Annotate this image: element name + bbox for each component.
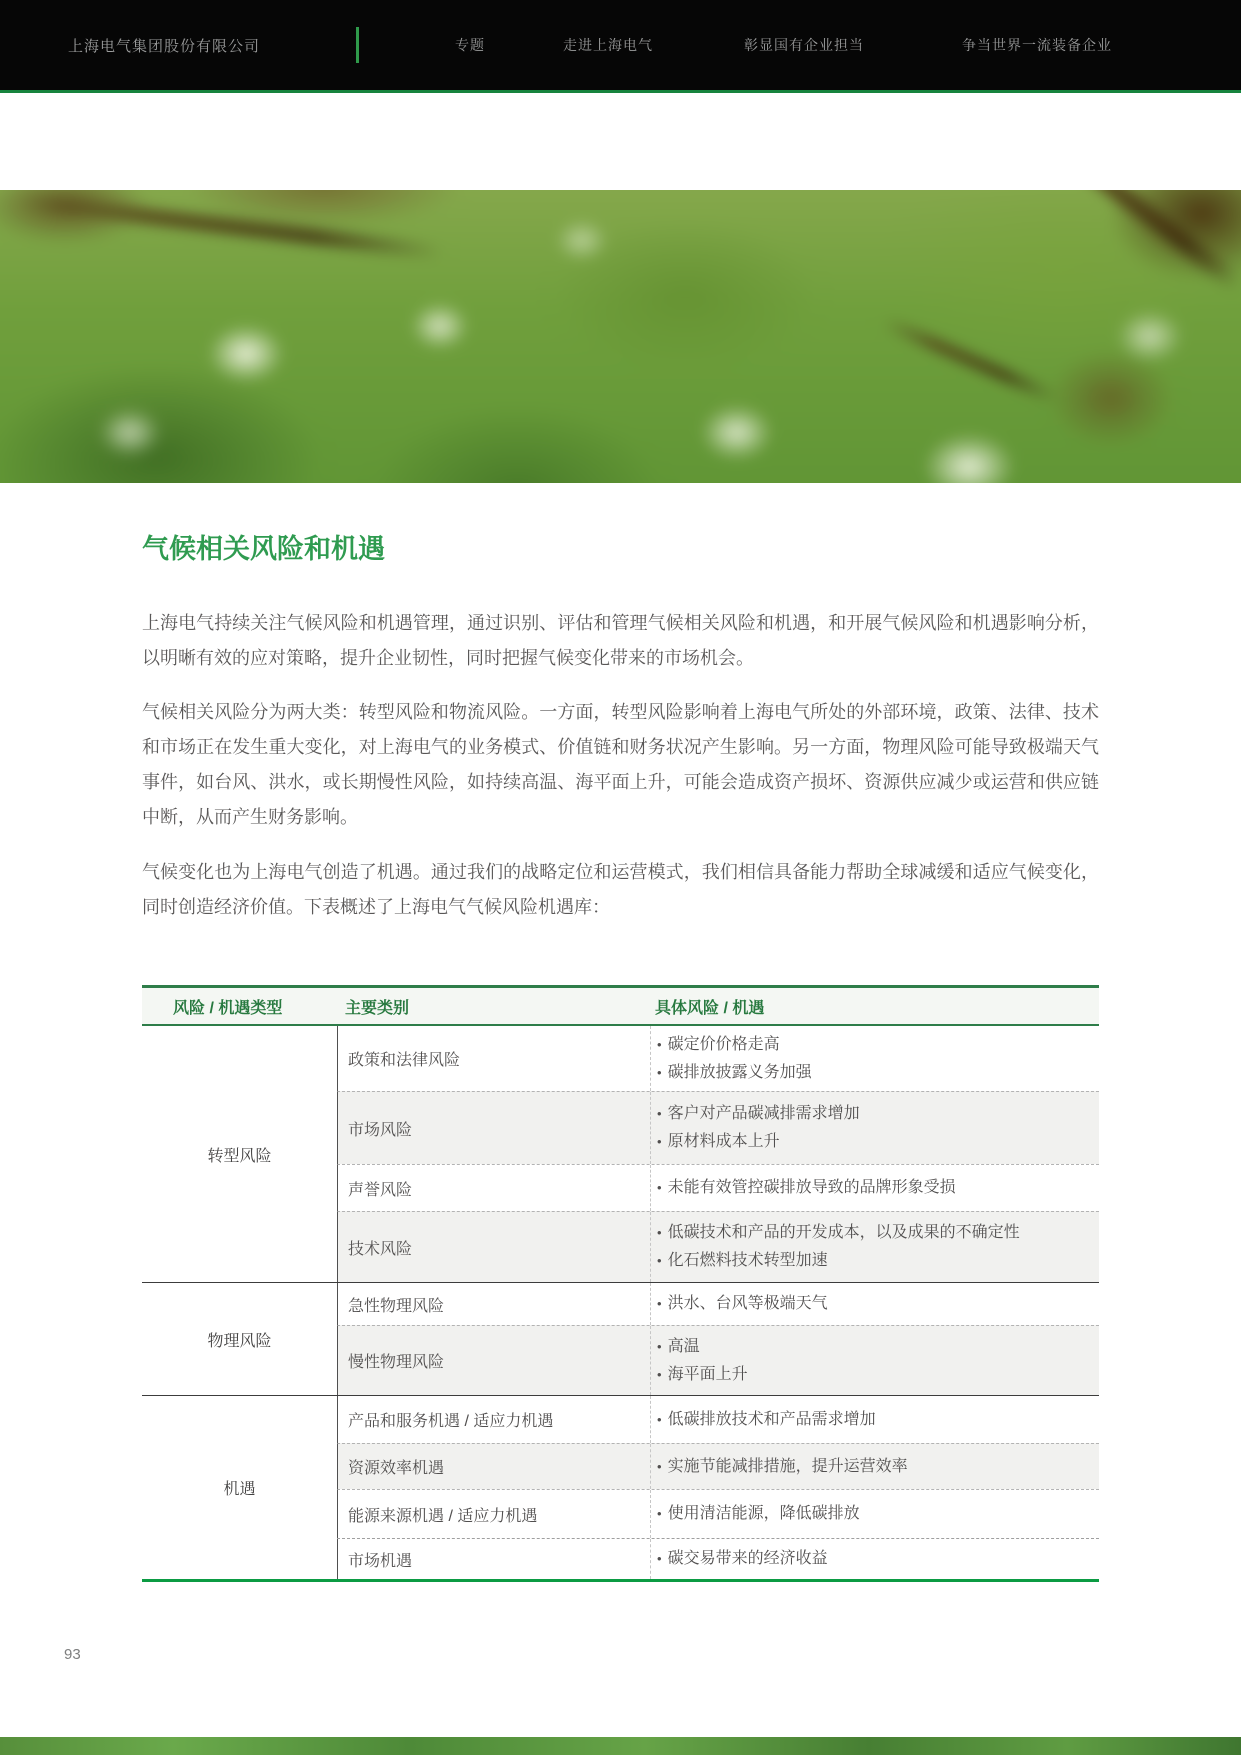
risk-item-text: 低碳排放技术和产品需求增加 [667, 1410, 876, 1428]
table-row [337, 1443, 1099, 1489]
category-cell: 慢性物理风险 [348, 1354, 445, 1371]
footer-green-band [0, 1737, 1241, 1755]
risk-item [657, 1545, 1099, 1573]
category-cell: 市场机遇 [348, 1552, 413, 1570]
body-paragraph-3: 气候变化也为上海电气创造了机遇。通过我们的战略定位和运营模式，我们相信具备能力帮助全球减缓和适应气候变化，同时创造经济价值。下表概述了上海电气气候风险机遇库： [142, 862, 1099, 917]
risk-item-text: 洪水、台风等极端天气 [667, 1295, 828, 1312]
risk-item [657, 1059, 1099, 1087]
risk-item-text: 客户对产品碳减排需求增加 [667, 1105, 860, 1122]
article-section [142, 533, 1099, 925]
table-row [337, 1325, 1099, 1395]
top-nav-bar [0, 0, 1241, 90]
category-cell: 政策和法律风险 [348, 1052, 461, 1069]
nav-item-2[interactable]: 走进上海电气 [563, 37, 653, 53]
detail-cell [650, 1026, 1099, 1091]
risk-item-text: 化石燃料技术转型加速 [667, 1252, 828, 1269]
risk-item-text: 原材料成本上升 [667, 1133, 780, 1150]
table-row [337, 1489, 1099, 1538]
risk-item-text: 低碳技术和产品的开发成本，以及成果的不确定性 [667, 1224, 1020, 1241]
body-paragraph-1: 上海电气持续关注气候风险和机遇管理，通过识别、评估和管理气候相关风险和机遇，和开展气候风险和机遇影响分析，以明晰有效的应对策略，提升企业韧性，同时把握气候变化带来的市场机会。 [142, 613, 1099, 668]
table-header-row [142, 985, 1099, 1026]
detail-cell [650, 1165, 1099, 1211]
category-cell: 急性物理风险 [348, 1297, 445, 1315]
table-row [337, 1164, 1099, 1211]
category-cell: 能源来源机遇 / 适应力机遇 [348, 1507, 538, 1525]
risk-item-text: 高温 [667, 1337, 700, 1355]
article-paragraphs [142, 606, 1099, 925]
category-cell: 产品和服务机遇 / 适应力机遇 [348, 1413, 554, 1430]
table-group-1 [142, 1026, 1099, 1282]
company-name: 上海电气集团股份有限公司 [68, 37, 261, 55]
table-group-3 [142, 1395, 1099, 1579]
nav-item-3[interactable]: 彰显国有企业担当 [744, 37, 864, 53]
bullet-icon: • [657, 1338, 662, 1354]
bullet-icon: • [657, 1366, 662, 1382]
grass-texture [0, 190, 1241, 483]
bullet-icon: • [657, 1458, 662, 1474]
risk-item-text: 碳定价价格走高 [667, 1035, 780, 1053]
group-label: 机遇 [223, 1481, 256, 1498]
bullet-icon: • [657, 1036, 662, 1052]
risk-item [657, 1031, 1099, 1059]
detail-cell [650, 1490, 1099, 1538]
twig-shape [16, 194, 444, 259]
bullet-icon: • [657, 1296, 662, 1311]
twig-shape [881, 317, 1059, 403]
risk-item [657, 1247, 1099, 1275]
risk-item-text: 使用清洁能源，降低碳排放 [667, 1505, 860, 1522]
bullet-icon: • [657, 1134, 662, 1149]
group-label: 物理风险 [207, 1332, 272, 1350]
nav-item-4[interactable]: 争当世界一流装备企业 [962, 37, 1112, 53]
risk-item-text: 未能有效管控碳排放导致的品牌形象受损 [667, 1179, 956, 1196]
table-row [337, 1538, 1099, 1579]
bullet-icon: • [657, 1551, 662, 1566]
table-row [337, 1091, 1099, 1164]
page-number: 93 [64, 1646, 81, 1663]
risk-item [657, 1406, 1099, 1434]
table-header-type: 风险 / 机遇类型 [173, 999, 283, 1017]
table-header-category: 主要类别 [345, 999, 410, 1017]
twig-shape [1046, 190, 1241, 293]
table-row [337, 1026, 1099, 1091]
bullet-icon: • [657, 1064, 662, 1080]
category-cell: 声誉风险 [348, 1181, 413, 1199]
bullet-icon: • [657, 1253, 662, 1268]
detail-cell [650, 1396, 1099, 1443]
risk-item [657, 1128, 1099, 1156]
table-row [337, 1211, 1099, 1282]
risk-item [657, 1219, 1099, 1247]
risk-item [657, 1361, 1099, 1389]
bullet-icon: • [657, 1506, 662, 1521]
bullet-icon: • [657, 1411, 662, 1427]
hero-grass-photo [0, 190, 1241, 483]
climate-risk-table [142, 985, 1099, 1582]
category-cell: 技术风险 [348, 1240, 413, 1258]
page-title: 气候相关风险和机遇 [142, 534, 385, 564]
table-group-2 [142, 1282, 1099, 1395]
detail-cell [650, 1539, 1099, 1579]
risk-item-text: 海平面上升 [667, 1365, 748, 1383]
detail-cell [650, 1212, 1099, 1282]
risk-item [657, 1333, 1099, 1361]
risk-item [657, 1500, 1099, 1528]
risk-item [657, 1174, 1099, 1202]
detail-cell [650, 1092, 1099, 1164]
header-green-rule [0, 90, 1241, 93]
table-row [337, 1396, 1099, 1443]
risk-item [657, 1453, 1099, 1481]
nav-separator-bar [356, 27, 359, 63]
table-row [337, 1283, 1099, 1325]
risk-item-text: 碳交易带来的经济收益 [667, 1550, 828, 1567]
table-header-detail: 具体风险 / 机遇 [655, 999, 765, 1017]
group-label: 转型风险 [207, 1147, 272, 1165]
risk-item [657, 1100, 1099, 1128]
detail-cell [650, 1326, 1099, 1395]
risk-table-body [142, 1026, 1099, 1579]
category-cell: 资源效率机遇 [348, 1460, 445, 1477]
detail-cell [650, 1444, 1099, 1489]
bullet-icon: • [657, 1225, 662, 1240]
detail-cell [650, 1283, 1099, 1325]
body-paragraph-2: 气候相关风险分为两大类：转型风险和物流风险。一方面，转型风险影响着上海电气所处的外部环境，政策、法律、技术和市场正在发生重大变化，对上海电气的业务模式、价值链和财务状况产生影响。另一方面，物理风险可能导致极端天气事件，如台风、洪水，或长期慢性风险，如持续高温、海平面上升，可能会造成资产损坏、资源供应减少或运营和供应链中断，从而产生财务影响。 [142, 702, 1099, 827]
nav-item-1[interactable]: 专题 [455, 37, 485, 53]
bullet-icon: • [657, 1106, 662, 1121]
category-cell: 市场风险 [348, 1121, 413, 1139]
bullet-icon: • [657, 1180, 662, 1195]
risk-item-text: 碳排放披露义务加强 [667, 1063, 812, 1081]
risk-item-text: 实施节能减排措施，提升运营效率 [667, 1457, 908, 1475]
risk-item [657, 1290, 1099, 1318]
